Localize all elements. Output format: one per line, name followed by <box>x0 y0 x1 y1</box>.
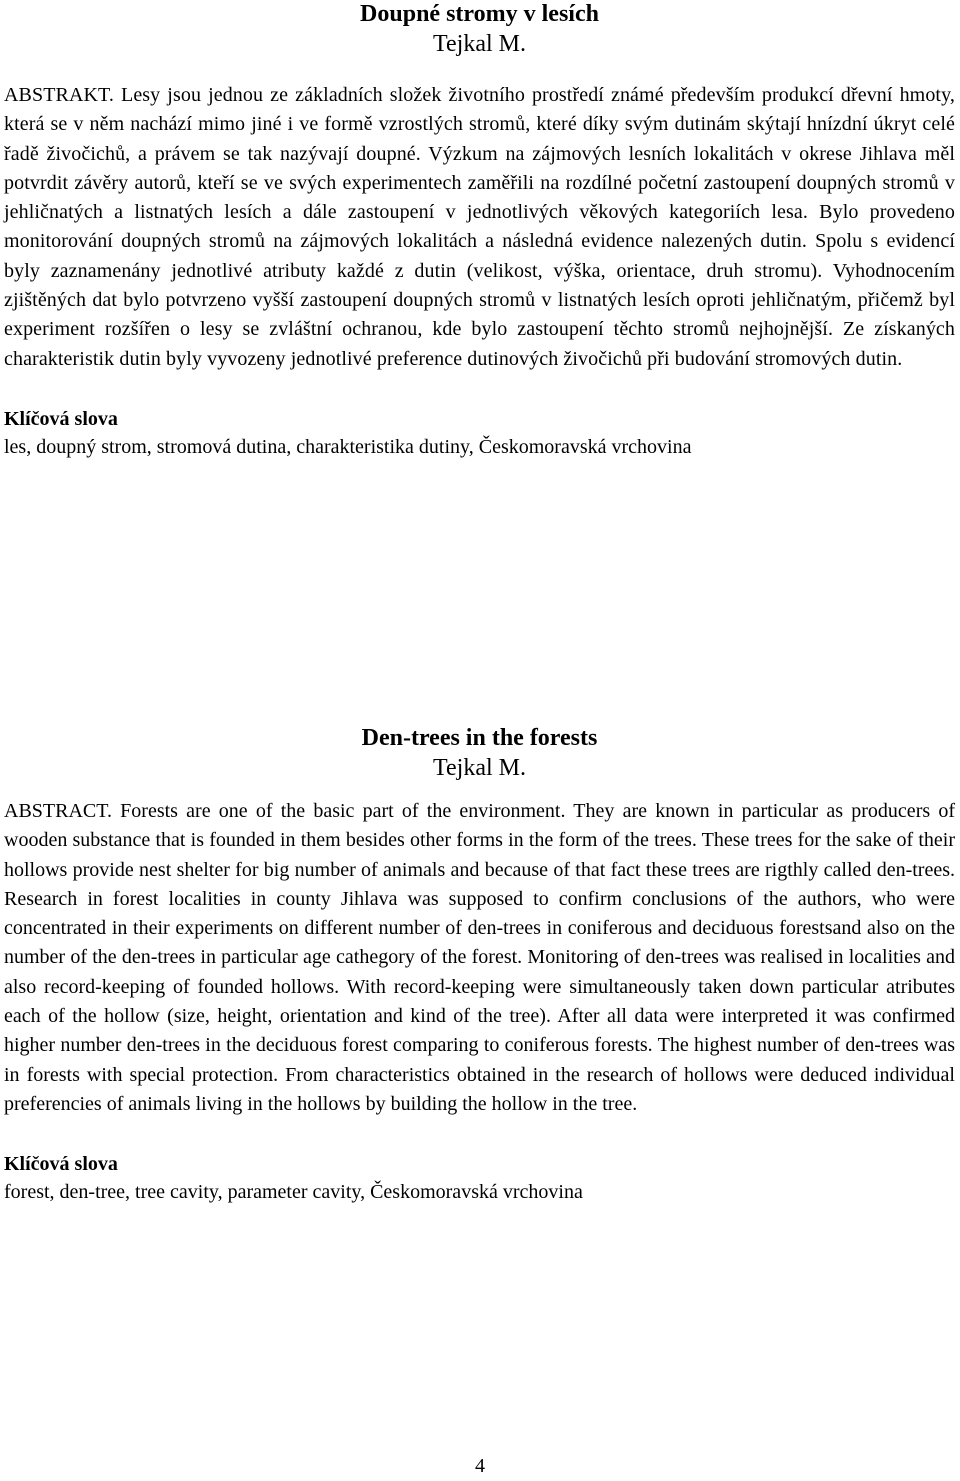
english-title: Den-trees in the forests <box>361 725 598 751</box>
czech-title: Doupné stromy v lesích <box>360 1 599 27</box>
czech-section <box>4 0 955 461</box>
english-keywords-heading: Klíčová slova <box>4 1153 118 1176</box>
czech-keywords-heading: Klíčová slova <box>4 407 118 430</box>
czech-abstract: ABSTRAKT. Lesy jsou jednou ze základních složek životního prostředí známé především produkcí dřevní hmoty, která se v něm nachází mimo jiné i ve formě vzrostlých stromů, které díky svým dutinám skýtají hnízdní úkryt celé řadě živočichů, a právem se tak nazývají doupné. Výzkum na zájmových lesních lokalitách v okrese Jihlava měl potvrdit závěry autorů, kteří se ve svých experimentech zaměřili na rozdílné početní zastoupení doupných stromů v jehličnatých a listnatých lesích a dále zastoupení v jednotlivých věkových kategoriích lesa. Bylo provedeno monitorování doupných stromů na zájmových lokalitách a následná evidence nalezených dutin. Spolu s evidencí byly zaznamenány jednotlivé atributy každé z dutin (velikost, výška, orientace, druh stromu). Vyhodnocením zjištěných dat bylo potvrzeno vyšší zastoupení doupných stromů v listnatých lesích oproti jehličnatým, přičemž byl experiment rozšířen o lesy se zvláštní ochranou, kde bylo zastoupení těchto stromů nejhojnější. Ze získaných charakteristik dutin byly vyvozeny jednotlivé preference dutinových živočichů při budování stromových dutin. <box>4 84 955 370</box>
english-section <box>4 724 955 1206</box>
english-author: Tejkal M. <box>433 755 526 781</box>
english-keywords: forest, den-tree, tree cavity, parameter cavity, Českomoravská vrchovina <box>4 1181 583 1204</box>
page-number: 4 <box>475 1455 485 1477</box>
czech-keywords: les, doupný strom, stromová dutina, charakteristika dutiny, Českomoravská vrchovina <box>4 435 692 458</box>
czech-author: Tejkal M. <box>433 31 526 57</box>
english-abstract: ABSTRACT. Forests are one of the basic part of the environment. They are known in particular as producers of wooden substance that is founded in them besides other forms in the form of the trees. These trees for the sake of their hollows provide nest shelter for big number of animals and because of that fact these trees are rigthly called den-trees. Research in forest localities in county Jihlava was supposed to confirm conclusions of the authors, who were concentrated in their experiments on different number of den-trees in coniferous and deciduous forestsand also on the number of the den-trees in particular age cathegory of the forest. Monitoring of den-trees was realised in localities and also record-keeping of founded hollows. With record-keeping were simultaneously taken down particular atributes each of the hollow (size, height, orientation and kind of the tree). After all data were interpreted it was confirmed higher number den-trees in the deciduous forest comparing to coniferous forests. The highest number of den-trees was in forests with special protection. From characteristics obtained in the research of hollows were deduced individual preferencies of animals living in the hollows by building the hollow in the tree. <box>4 800 955 1115</box>
